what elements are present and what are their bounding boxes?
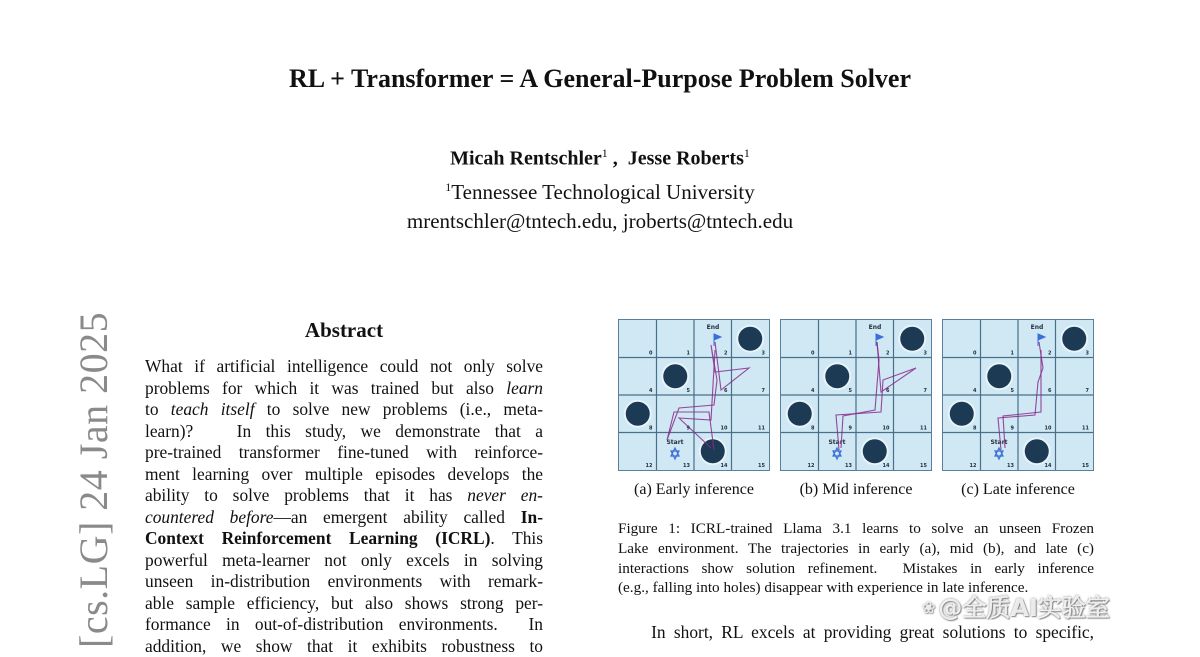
cell-index-label: 13 xyxy=(845,463,852,469)
cell-index-label: 14 xyxy=(1045,463,1052,469)
hole-icon xyxy=(987,364,1011,388)
cell-index-label: 7 xyxy=(1086,388,1090,394)
cell-index-label: 9 xyxy=(1011,426,1015,432)
abstract-line: addition, we show that it exhibits robustness to xyxy=(145,636,543,657)
cell-index-label: 2 xyxy=(1048,351,1052,357)
cell-index-label: 12 xyxy=(808,463,815,469)
cell-index-label: 1 xyxy=(849,351,853,357)
author-emails: mrentschler@tntech.edu, jroberts@tntech.edu xyxy=(0,209,1200,234)
arxiv-stamp xyxy=(26,318,76,648)
figure-panel-mid xyxy=(780,319,932,471)
cell-index-label: 13 xyxy=(683,463,690,469)
cell-index-label: 2 xyxy=(724,351,728,357)
paper-title: RL + Transformer = A General-Purpose Problem Solver xyxy=(0,64,1200,94)
watermark xyxy=(922,588,1110,623)
cell-index-label: 9 xyxy=(849,426,853,432)
cell-index-label: 8 xyxy=(973,426,977,432)
abstract-line: to teach itself to solve new problems (i.e., meta- xyxy=(145,399,543,421)
cell-index-label: 0 xyxy=(649,351,653,357)
abstract-line: pre-trained transformer fine-tuned with reinforce- xyxy=(145,442,543,464)
start-label: Start xyxy=(666,439,683,446)
cell-index-label: 6 xyxy=(1048,388,1052,394)
end-label: End xyxy=(1031,324,1044,331)
cell-index-label: 3 xyxy=(762,351,766,357)
cell-index-label: 13 xyxy=(1007,463,1014,469)
cell-index-label: 15 xyxy=(758,463,765,469)
cell-index-label: 4 xyxy=(811,388,815,394)
cell-index-label: 0 xyxy=(973,351,977,357)
subcaption-early: (a) Early inference xyxy=(604,481,784,499)
abstract-body xyxy=(145,356,543,648)
body-line: In short, RL excels at providing great solutions to specific, xyxy=(618,621,1094,643)
abstract-line: ability to solve problems that it has never en- xyxy=(145,485,543,507)
abstract-line: learn)? In this study, we demonstrate that a xyxy=(145,421,543,443)
hole-icon xyxy=(825,364,849,388)
subcaption-mid: (b) Mid inference xyxy=(766,481,946,499)
cell-index-label: 3 xyxy=(1086,351,1090,357)
abstract-line: ment learning over multiple episodes develops the xyxy=(145,464,543,486)
author-name: Micah Rentschler xyxy=(450,148,602,170)
abstract-line: able sample efficiency, but also shows strong per- xyxy=(145,593,543,615)
frozen-lake-grid xyxy=(781,320,931,470)
hole-icon xyxy=(738,327,762,351)
cell-index-label: 8 xyxy=(811,426,815,432)
cell-index-label: 14 xyxy=(883,463,890,469)
hole-icon xyxy=(663,364,687,388)
watermark-logo-icon: ❀ xyxy=(922,598,935,617)
cell-index-label: 10 xyxy=(721,426,728,432)
cell-index-label: 9 xyxy=(687,426,691,432)
caption-line: Lake environment. The trajectories in early (a), mid (b), and late (c) xyxy=(618,539,1094,559)
caption-line: Figure 1: ICRL-trained Llama 3.1 learns to solve an unseen Frozen xyxy=(618,519,1094,539)
author-affil-mark: 1 xyxy=(602,146,608,160)
cell-index-label: 1 xyxy=(687,351,691,357)
affiliation-mark: 1 xyxy=(445,180,451,194)
author-name: Jesse Roberts xyxy=(628,148,744,170)
abstract-heading: Abstract xyxy=(145,318,543,343)
abstract-line: formance in out-of-distribution environments. In xyxy=(145,614,543,636)
frozen-lake-grid xyxy=(619,320,769,470)
hole-icon xyxy=(950,402,974,426)
cell-index-label: 7 xyxy=(762,388,766,394)
body-paragraph xyxy=(618,621,1094,648)
cell-index-label: 5 xyxy=(849,388,853,394)
cell-index-label: 14 xyxy=(721,463,728,469)
cell-index-label: 4 xyxy=(649,388,653,394)
cell-index-label: 10 xyxy=(883,426,890,432)
affiliation-name: Tennessee Technological University xyxy=(451,180,754,204)
abstract-line: unseen in-distribution environments with remark- xyxy=(145,571,543,593)
hole-icon xyxy=(1025,439,1049,463)
start-label: Start xyxy=(828,439,845,446)
subcaption-late: (c) Late inference xyxy=(928,481,1108,499)
caption-line: (e.g., falling into holes) disappear with experience in late inference. xyxy=(618,578,1094,598)
abstract-line: countered before—an emergent ability called In- xyxy=(145,507,543,529)
cell-index-label: 15 xyxy=(920,463,927,469)
hole-icon xyxy=(788,402,812,426)
affiliation xyxy=(0,180,1200,205)
figure-caption xyxy=(618,519,1094,598)
figure-panel-late xyxy=(942,319,1094,471)
abstract-line: powerful meta-learner not only excels in solving xyxy=(145,550,543,572)
cell-index-label: 5 xyxy=(1011,388,1015,394)
cell-index-label: 11 xyxy=(1082,426,1089,432)
hole-icon xyxy=(1062,327,1086,351)
cell-index-label: 12 xyxy=(970,463,977,469)
figure-panel-early xyxy=(618,319,770,471)
author-affil-mark: 1 xyxy=(744,146,750,160)
frozen-lake-grid xyxy=(943,320,1093,470)
cell-index-label: 8 xyxy=(649,426,653,432)
cell-index-label: 1 xyxy=(1011,351,1015,357)
cell-index-label: 10 xyxy=(1045,426,1052,432)
end-label: End xyxy=(869,324,882,331)
hole-icon xyxy=(900,327,924,351)
cell-index-label: 15 xyxy=(1082,463,1089,469)
caption-line: interactions show solution refinement. Mistakes in early inference xyxy=(618,559,1094,579)
cell-index-label: 12 xyxy=(646,463,653,469)
abstract-line: problems for which it was trained but also learn xyxy=(145,378,543,400)
cell-index-label: 3 xyxy=(924,351,928,357)
cell-index-label: 11 xyxy=(920,426,927,432)
end-label: End xyxy=(707,324,720,331)
cell-index-label: 6 xyxy=(724,388,728,394)
abstract-line: Context Reinforcement Learning (ICRL). This xyxy=(145,528,543,550)
cell-index-label: 7 xyxy=(924,388,928,394)
author-list: Micah Rentschler$^1$ , Jesse Roberts$^1$ xyxy=(0,146,1200,171)
cell-index-label: 11 xyxy=(758,426,765,432)
cell-index-label: 2 xyxy=(886,351,890,357)
watermark-text: @全质AI实验室 xyxy=(938,594,1110,622)
cell-index-label: 4 xyxy=(973,388,977,394)
hole-icon xyxy=(863,439,887,463)
cell-index-label: 0 xyxy=(811,351,815,357)
cell-index-label: 5 xyxy=(687,388,691,394)
hole-icon xyxy=(626,402,650,426)
arxiv-stamp-text: [cs.LG] 24 Jan 2025 xyxy=(70,312,117,648)
start-label: Start xyxy=(990,439,1007,446)
abstract-line: What if artificial intelligence could not only solve xyxy=(145,356,543,378)
cell-index-label: 6 xyxy=(886,388,890,394)
